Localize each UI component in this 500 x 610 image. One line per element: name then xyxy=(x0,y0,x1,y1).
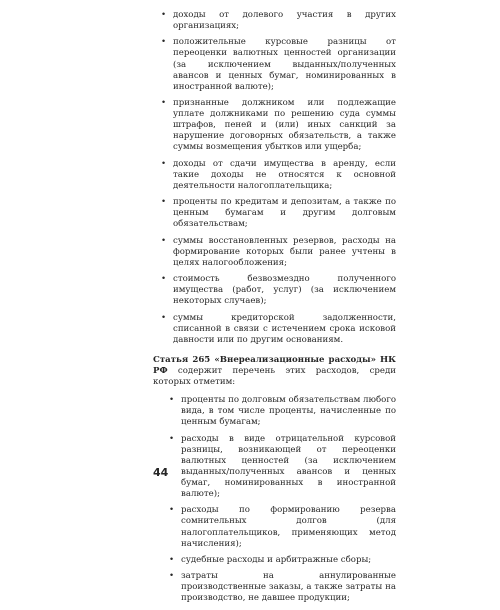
page-number: 44 xyxy=(153,466,169,479)
list-item: • расходы в виде отрицательной курсовой разницы, возникающей от переоценки валютных ценностей (за исключением выданных/полученных авансов и ценных бумаг, номинированных в иностранной валюте); xyxy=(153,434,396,501)
article-title: Статья 265 «Внереализационные расходы» НК РФ xyxy=(153,354,396,376)
list-item: • проценты по кредитам и депозитам, а также по ценным бумагам и другим долговым обязательствам; xyxy=(153,197,396,230)
list-item: • суммы восстановленных резервов, расходы на формирование которых были ранее учтены в целях налогообложения; xyxy=(153,236,396,269)
article-paragraph xyxy=(153,355,396,388)
list-item: • положительные курсовые разницы от переоценки валютных ценностей организации (за исключением выданных/полученных авансов и ценных бумаг, номинированных в иностранной валюте); xyxy=(153,37,396,92)
list-item: • стоимость безвозмездно полученного имущества (работ, услуг) (за исключением некоторых случаев); xyxy=(153,274,396,307)
list-item: • затраты на аннулированные производственные заказы, а также затраты на производство, не давшее продукции; xyxy=(153,571,396,604)
text-column xyxy=(153,10,396,610)
list-item: • расходы по формированию резерва сомнительных долгов (для налогоплательщиков, применяющих метод начисления); xyxy=(153,505,396,549)
list-item: • проценты по долговым обязательствам любого вида, в том числе проценты, начисленные по ценным бумагам; xyxy=(153,395,396,428)
list-item: • доходы от долевого участия в других организациях; xyxy=(153,10,396,32)
list-item: • судебные расходы и арбитражные сборы; xyxy=(153,555,396,566)
list-item: • признанные должником или подлежащие уплате должниками по решению суда суммы штрафов, пеней и (или) иных санкций за нарушение договорных обязательств, а также суммы возмещения убытков или ущерба; xyxy=(153,98,396,153)
article-text: содержит перечень этих расходов, среди которых отметим: xyxy=(153,365,396,388)
list-item: • доходы от сдачи имущества в аренду, если такие доходы не относятся к основной деятельности налогоплательщика; xyxy=(153,159,396,192)
list-item: • суммы кредиторской задолженности, списанной в связи с истечением срока исковой давности или по другим основаниям. xyxy=(153,313,396,346)
income-list xyxy=(153,10,396,346)
